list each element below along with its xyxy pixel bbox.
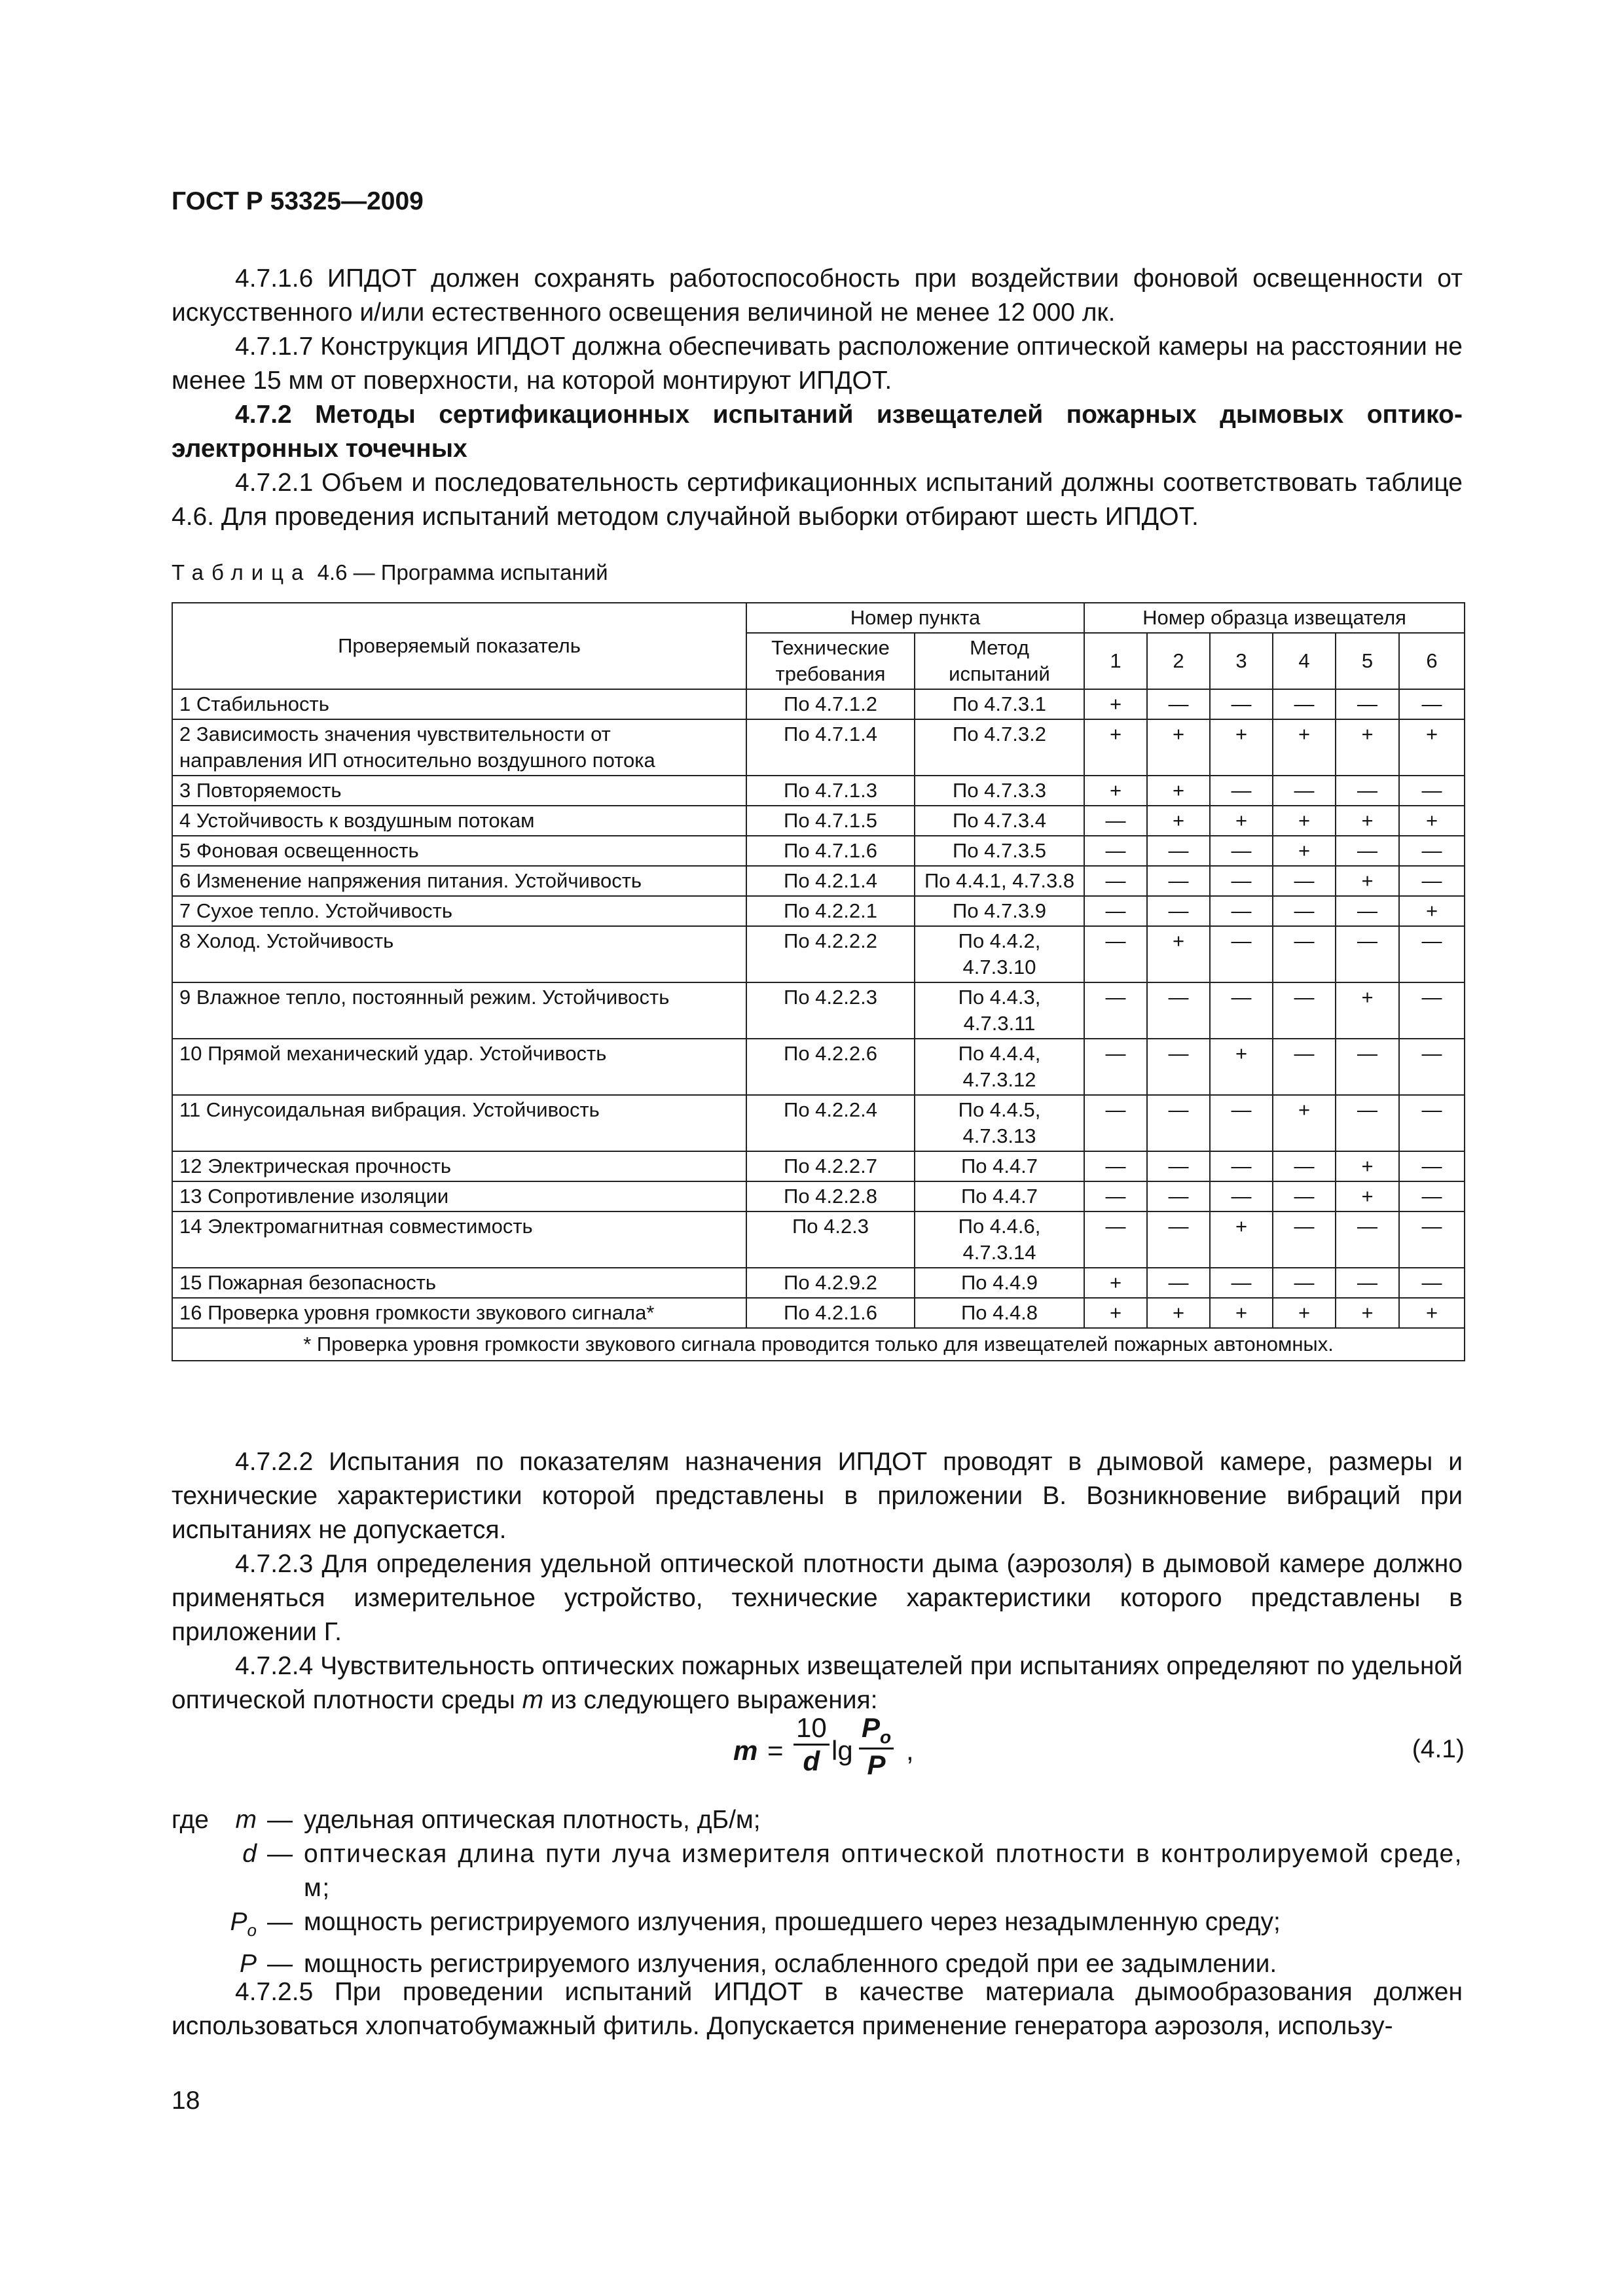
sample-mark-cell: —	[1273, 926, 1336, 982]
sample-mark-cell: —	[1399, 1039, 1465, 1095]
paragraph-4-7-2-4-end: из следующего выражения:	[543, 1686, 878, 1714]
sample-mark-cell: —	[1273, 1268, 1336, 1298]
sample-mark-cell: —	[1336, 1211, 1399, 1268]
sample-mark-cell: —	[1084, 1095, 1147, 1151]
table-row	[172, 1298, 1465, 1328]
sample-mark-cell: +	[1147, 926, 1210, 982]
table-caption-label: Таблица	[172, 560, 312, 584]
sample-mark-cell: —	[1273, 866, 1336, 896]
sample-mark-cell: —	[1147, 982, 1210, 1039]
sample-mark-cell: —	[1336, 776, 1399, 806]
sample-mark-cell: —	[1210, 1268, 1273, 1298]
tech-req-cell: По 4.7.1.5	[746, 806, 915, 836]
tech-req-cell: По 4.2.2.6	[746, 1039, 915, 1095]
sample-mark-cell: —	[1147, 1181, 1210, 1211]
sample-mark-cell: —	[1273, 1039, 1336, 1095]
indicator-cell: 14 Электромагнитная совместимость	[172, 1211, 746, 1268]
sample-mark-cell: +	[1399, 896, 1465, 926]
sample-mark-cell: —	[1084, 982, 1147, 1039]
indicator-cell: 6 Изменение напряжения питания. Устойчивость	[172, 866, 746, 896]
test-method-cell: По 4.7.3.2	[915, 719, 1084, 776]
table-row	[172, 866, 1465, 896]
definition-text: мощность регистрируемого излучения, ослабленного средой при ее задымлении.	[304, 1949, 1277, 1978]
tech-req-cell: По 4.2.2.2	[746, 926, 915, 982]
sample-mark-cell: —	[1399, 866, 1465, 896]
sample-mark-cell: +	[1210, 806, 1273, 836]
sample-mark-cell: —	[1399, 1268, 1465, 1298]
sample-mark-cell: +	[1210, 1211, 1273, 1268]
sample-mark-cell: —	[1084, 1211, 1147, 1268]
sample-mark-cell: +	[1336, 1181, 1399, 1211]
tech-req-cell: По 4.7.1.3	[746, 776, 915, 806]
sample-mark-cell: +	[1084, 776, 1147, 806]
formula-equals: =	[767, 1735, 784, 1766]
equation-number: (4.1)	[1412, 1735, 1465, 1763]
table-row	[172, 982, 1465, 1039]
definition-row-po	[172, 1905, 1463, 1947]
definition-symbol: P	[239, 1949, 257, 1978]
sample-mark-cell: —	[1273, 1211, 1336, 1268]
definition-symbol	[217, 1905, 267, 1947]
sample-mark-cell: —	[1399, 982, 1465, 1039]
paragraph-4-7-2-3: 4.7.2.3 Для определения удельной оптической плотности дыма (аэрозоля) в дымовой камере должно применяться измерительное устройство, технические характеристики которого представлены в приложении Г.	[172, 1550, 1463, 1646]
sample-mark-cell: —	[1147, 896, 1210, 926]
sample-mark-cell: —	[1084, 836, 1147, 866]
sample-mark-cell: —	[1084, 926, 1147, 982]
tech-req-cell: По 4.7.1.4	[746, 719, 915, 776]
definition-symbol: d	[242, 1840, 257, 1868]
definition-symbol-base: P	[230, 1908, 247, 1936]
tech-req-cell: По 4.2.3	[746, 1211, 915, 1268]
indicator-cell: 10 Прямой механический удар. Устойчивость	[172, 1039, 746, 1095]
sample-mark-cell: —	[1147, 1211, 1210, 1268]
indicator-cell: 2 Зависимость значения чувствительности от направления ИП относительно воздушного потока	[172, 719, 746, 776]
definition-text: мощность регистрируемого излучения, прошедшего через незадымленную среду;	[304, 1908, 1281, 1936]
definition-text: оптическая длина пути луча измерителя оптической плотности в контролируемой среде, м;	[304, 1840, 1463, 1902]
table-row	[172, 1095, 1465, 1151]
paragraph-bottom-block	[172, 1975, 1463, 2043]
header-test-method: Метод испытаний	[915, 633, 1084, 689]
tech-req-cell: По 4.2.1.4	[746, 866, 915, 896]
definition-text: удельная оптическая плотность, дБ/м;	[304, 1806, 761, 1834]
header-clause-no: Номер пункта	[746, 603, 1084, 633]
indicator-cell: 7 Сухое тепло. Устойчивость	[172, 896, 746, 926]
sample-mark-cell: +	[1210, 1298, 1273, 1328]
sample-mark-cell: —	[1399, 1095, 1465, 1151]
sample-mark-cell: —	[1336, 926, 1399, 982]
sample-mark-cell: —	[1084, 1181, 1147, 1211]
sample-mark-cell: —	[1399, 1181, 1465, 1211]
paragraph-4-7-1-7: 4.7.1.7 Конструкция ИПДОТ должна обеспечивать расположение оптической камеры на расстоянии не менее 15 мм от поверхности, на которой монтируют ИПДОТ.	[172, 332, 1463, 395]
test-method-cell: По 4.4.7	[915, 1181, 1084, 1211]
test-method-cell: По 4.4.3, 4.7.3.11	[915, 982, 1084, 1039]
paragraphs-top	[172, 262, 1463, 534]
definition-dash: —	[267, 1806, 293, 1834]
sample-mark-cell: +	[1084, 1268, 1147, 1298]
paragraph-4-7-1-6: 4.7.1.6 ИПДОТ должен сохранять работоспособность при воздействии фоновой освещенности от искусственного и/или естественного освещения величиной не менее 12 000 лк.	[172, 264, 1463, 327]
formula-lhs: m	[733, 1735, 758, 1766]
indicator-cell: 13 Сопротивление изоляции	[172, 1181, 746, 1211]
sample-mark-cell: +	[1273, 806, 1336, 836]
test-method-cell: По 4.4.1, 4.7.3.8	[915, 866, 1084, 896]
sample-mark-cell: —	[1210, 836, 1273, 866]
sample-mark-cell: +	[1336, 866, 1399, 896]
formula-denominator-d: d	[803, 1746, 820, 1776]
sample-mark-cell: +	[1273, 1298, 1336, 1328]
table-caption-title: 4.6 — Программа испытаний	[317, 560, 608, 584]
sample-mark-cell: +	[1084, 689, 1147, 719]
sample-mark-cell: +	[1147, 806, 1210, 836]
indicator-cell: 11 Синусоидальная вибрация. Устойчивость	[172, 1095, 746, 1151]
table-body	[172, 689, 1465, 1328]
header-sample-5: 5	[1336, 633, 1399, 689]
sample-mark-cell: —	[1084, 1151, 1147, 1181]
sample-mark-cell: +	[1147, 719, 1210, 776]
sample-mark-cell: —	[1147, 689, 1210, 719]
sample-mark-cell: —	[1084, 1039, 1147, 1095]
indicator-cell: 8 Холод. Устойчивость	[172, 926, 746, 982]
test-program-table	[172, 602, 1465, 1361]
definition-row-m	[172, 1803, 1463, 1837]
sample-mark-cell: —	[1336, 1095, 1399, 1151]
formula-fraction-po-p	[859, 1712, 894, 1781]
sample-mark-cell: +	[1336, 719, 1399, 776]
sample-mark-cell: —	[1210, 689, 1273, 719]
tech-req-cell: По 4.2.2.3	[746, 982, 915, 1039]
indicator-cell: 4 Устойчивость к воздушным потокам	[172, 806, 746, 836]
header-sample-6: 6	[1399, 633, 1465, 689]
indicator-cell: 15 Пожарная безопасность	[172, 1268, 746, 1298]
table-row	[172, 1181, 1465, 1211]
sample-mark-cell: —	[1399, 836, 1465, 866]
table-row	[172, 896, 1465, 926]
sample-mark-cell: —	[1273, 776, 1336, 806]
sample-mark-cell: —	[1084, 896, 1147, 926]
sample-mark-cell: —	[1336, 836, 1399, 866]
tech-req-cell: По 4.2.1.6	[746, 1298, 915, 1328]
tech-req-cell: По 4.7.1.2	[746, 689, 915, 719]
sample-mark-cell: +	[1273, 719, 1336, 776]
sample-mark-cell: —	[1210, 896, 1273, 926]
definition-dash: —	[267, 1840, 293, 1868]
sample-mark-cell: —	[1147, 1151, 1210, 1181]
definitions-lead: где	[172, 1806, 209, 1834]
sample-mark-cell: +	[1399, 806, 1465, 836]
sample-mark-cell: —	[1210, 1095, 1273, 1151]
sample-mark-cell: +	[1336, 1151, 1399, 1181]
tech-req-cell: По 4.2.9.2	[746, 1268, 915, 1298]
formula-numerator-po	[859, 1712, 894, 1749]
sample-mark-cell: —	[1336, 1268, 1399, 1298]
sample-mark-cell: +	[1336, 1298, 1399, 1328]
table-row	[172, 926, 1465, 982]
header-tech-req: Технические требования	[746, 633, 915, 689]
sample-mark-cell: —	[1273, 982, 1336, 1039]
formula-subscript-o: o	[880, 1727, 892, 1748]
header-sample-3: 3	[1210, 633, 1273, 689]
sample-mark-cell: —	[1273, 689, 1336, 719]
table-footnote: * Проверка уровня громкости звукового сигнала проводится только для извещателей пожарных автономных.	[172, 1328, 1465, 1361]
test-method-cell: По 4.7.3.3	[915, 776, 1084, 806]
sample-mark-cell: +	[1336, 982, 1399, 1039]
formula-comma: ,	[906, 1735, 914, 1766]
formula-denominator-p: P	[867, 1749, 886, 1781]
paragraph-4-7-2-2: 4.7.2.2 Испытания по показателям назначения ИПДОТ проводят в дымовой камере, размеры и технические характеристики которой представлены в приложении В. Возникновение вибраций при испытаниях не допускается.	[172, 1448, 1463, 1544]
section-heading-4-7-2: 4.7.2 Методы сертификационных испытаний извещателей пожарных дымовых оптико-электронных точечных	[172, 401, 1463, 463]
sample-mark-cell: —	[1210, 866, 1273, 896]
sample-mark-cell: —	[1210, 776, 1273, 806]
sample-mark-cell: —	[1147, 1095, 1210, 1151]
sample-mark-cell: —	[1336, 1039, 1399, 1095]
formula-numerator-p: P	[862, 1712, 881, 1743]
sample-mark-cell: —	[1273, 896, 1336, 926]
sample-mark-cell: +	[1210, 719, 1273, 776]
test-method-cell: По 4.7.3.5	[915, 836, 1084, 866]
sample-mark-cell: —	[1210, 982, 1273, 1039]
test-method-cell: По 4.4.9	[915, 1268, 1084, 1298]
test-method-cell: По 4.4.8	[915, 1298, 1084, 1328]
indicator-cell: 12 Электрическая прочность	[172, 1151, 746, 1181]
sample-mark-cell: —	[1336, 896, 1399, 926]
definition-dash: —	[267, 1908, 293, 1936]
sample-mark-cell: —	[1399, 689, 1465, 719]
indicator-cell: 1 Стабильность	[172, 689, 746, 719]
sample-mark-cell: —	[1210, 1181, 1273, 1211]
tech-req-cell: По 4.2.2.8	[746, 1181, 915, 1211]
tech-req-cell: По 4.2.2.4	[746, 1095, 915, 1151]
formula-4-1	[733, 1708, 995, 1793]
test-method-cell: По 4.4.4, 4.7.3.12	[915, 1039, 1084, 1095]
table-row	[172, 836, 1465, 866]
sample-mark-cell: —	[1210, 1151, 1273, 1181]
table-caption	[172, 560, 608, 585]
sample-mark-cell: —	[1399, 1151, 1465, 1181]
table-row	[172, 1268, 1465, 1298]
tech-req-cell: По 4.2.2.1	[746, 896, 915, 926]
header-sample-no: Номер образца извещателя	[1084, 603, 1465, 633]
sample-mark-cell: —	[1399, 926, 1465, 982]
sample-mark-cell: +	[1399, 719, 1465, 776]
sample-mark-cell: —	[1147, 866, 1210, 896]
test-method-cell: По 4.7.3.1	[915, 689, 1084, 719]
definition-row-d	[172, 1837, 1463, 1905]
sample-mark-cell: +	[1084, 719, 1147, 776]
indicator-cell: 9 Влажное тепло, постоянный режим. Устойчивость	[172, 982, 746, 1039]
header-sample-2: 2	[1147, 633, 1210, 689]
sample-mark-cell: —	[1084, 806, 1147, 836]
sample-mark-cell: —	[1399, 776, 1465, 806]
sample-mark-cell: —	[1210, 926, 1273, 982]
indicator-cell: 16 Проверка уровня громкости звукового сигнала*	[172, 1298, 746, 1328]
sample-mark-cell: —	[1147, 1039, 1210, 1095]
paragraph-4-7-2-1: 4.7.2.1 Объем и последовательность сертификационных испытаний должны соответствовать таблице 4.6. Для проведения испытаний методом случайной выборки отбирают шесть ИПДОТ.	[172, 469, 1463, 531]
table-row	[172, 776, 1465, 806]
sample-mark-cell: +	[1336, 806, 1399, 836]
indicator-cell: 5 Фоновая освещенность	[172, 836, 746, 866]
sample-mark-cell: —	[1273, 1151, 1336, 1181]
sample-mark-cell: +	[1273, 1095, 1336, 1151]
header-sample-1: 1	[1084, 633, 1147, 689]
tech-req-cell: По 4.7.1.6	[746, 836, 915, 866]
sample-mark-cell: —	[1273, 1181, 1336, 1211]
definition-symbol-subscript: o	[247, 1920, 257, 1940]
formula-fraction-10-d	[793, 1712, 830, 1777]
test-method-cell: По 4.4.6, 4.7.3.14	[915, 1211, 1084, 1268]
page-number: 18	[172, 2087, 200, 2115]
header-indicator: Проверяемый показатель	[172, 603, 746, 689]
table-row	[172, 719, 1465, 776]
definition-symbol: m	[235, 1806, 257, 1834]
tech-req-cell: По 4.2.2.7	[746, 1151, 915, 1181]
table-row	[172, 1151, 1465, 1181]
sample-mark-cell: —	[1147, 1268, 1210, 1298]
sample-mark-cell: +	[1147, 1298, 1210, 1328]
sample-mark-cell: +	[1273, 836, 1336, 866]
table-row	[172, 689, 1465, 719]
sample-mark-cell: +	[1399, 1298, 1465, 1328]
variable-definitions	[172, 1803, 1463, 1981]
sample-mark-cell: —	[1399, 1211, 1465, 1268]
paragraph-4-7-2-4	[172, 1649, 1463, 1717]
test-method-cell: По 4.7.3.4	[915, 806, 1084, 836]
test-method-cell: По 4.4.2, 4.7.3.10	[915, 926, 1084, 982]
indicator-cell: 3 Повторяемость	[172, 776, 746, 806]
table-row	[172, 1211, 1465, 1268]
table-row	[172, 806, 1465, 836]
formula-log: lg	[831, 1735, 853, 1766]
paragraph-4-7-2-4-variable: m	[522, 1686, 544, 1714]
paragraph-4-7-2-4-start: 4.7.2.4 Чувствительность оптических пожарных извещателей при испытаниях определяют по удельной оптической плотности среды	[172, 1652, 1463, 1714]
sample-mark-cell: +	[1147, 776, 1210, 806]
document-header: ГОСТ Р 53325—2009	[172, 187, 424, 215]
sample-mark-cell: —	[1336, 689, 1399, 719]
paragraph-4-7-2-5: 4.7.2.5 При проведении испытаний ИПДОТ в качестве материала дымообразования должен использоваться хлопчатобумажный фитиль. Допускается применение генератора аэрозоля, использу-	[172, 1978, 1463, 2040]
test-method-cell: По 4.4.5, 4.7.3.13	[915, 1095, 1084, 1151]
sample-mark-cell: +	[1210, 1039, 1273, 1095]
test-method-cell: По 4.4.7	[915, 1151, 1084, 1181]
table-row	[172, 1039, 1465, 1095]
test-method-cell: По 4.7.3.9	[915, 896, 1084, 926]
paragraphs-middle	[172, 1445, 1463, 1717]
header-sample-4: 4	[1273, 633, 1336, 689]
formula-numerator-10: 10	[793, 1712, 830, 1746]
sample-mark-cell: +	[1084, 1298, 1147, 1328]
sample-mark-cell: —	[1147, 836, 1210, 866]
sample-mark-cell: —	[1084, 866, 1147, 896]
definition-dash: —	[267, 1949, 293, 1978]
